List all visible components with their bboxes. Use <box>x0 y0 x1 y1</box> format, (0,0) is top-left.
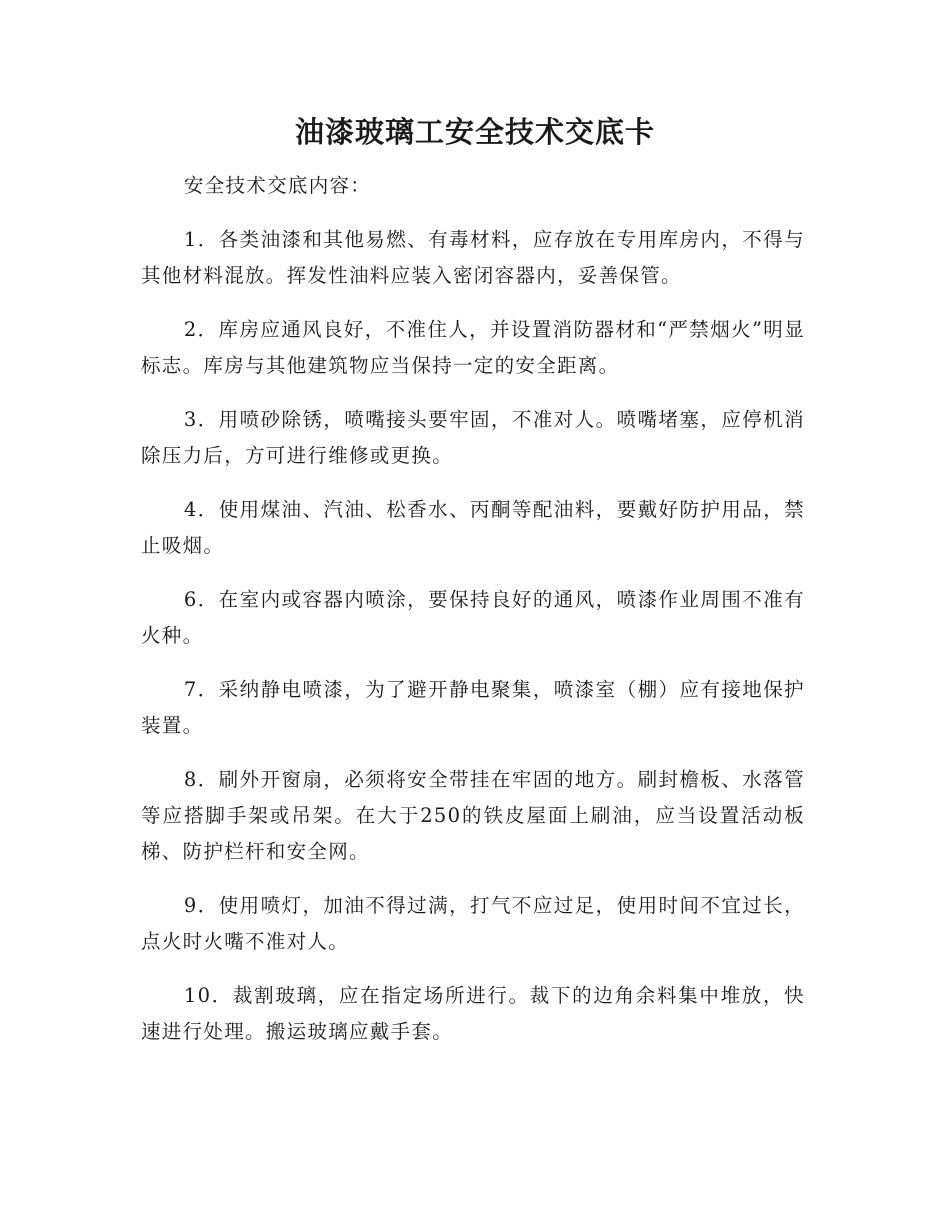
document-body <box>141 168 805 1068</box>
safety-item-9: 9．使用喷灯，加油不得过满，打气不应过足，使用时间不宜过长，点火时火嘴不准对人。 <box>141 894 805 953</box>
intro-line: 安全技术交底内容： <box>183 174 372 197</box>
safety-item-3: 3．用喷砂除锈，喷嘴接头要牢固，不准对人。喷嘴堵塞，应停机消除压力后，方可进行维修或更换。 <box>141 408 805 467</box>
safety-item-2: 2．库房应通风良好，不准住人，并设置消防器材和“严禁烟火”明显标志。库房与其他建筑物应当保持一定的安全距离。 <box>141 318 805 377</box>
safety-item-1: 1．各类油漆和其他易燃、有毒材料，应存放在专用库房内，不得与其他材料混放。挥发性油料应装入密闭容器内，妥善保管。 <box>141 228 805 287</box>
document-title: 油漆玻璃工安全技术交底卡 <box>294 115 655 149</box>
safety-item-10: 10．裁割玻璃，应在指定场所进行。裁下的边角余料集中堆放，快速进行处理。搬运玻璃应戴手套。 <box>141 984 805 1043</box>
safety-item-6: 6．在室内或容器内喷涂，要保持良好的通风，喷漆作业周围不准有火种。 <box>141 588 805 647</box>
safety-item-8: 8．刷外开窗扇，必须将安全带挂在牢固的地方。刷封檐板、水落管等应搭脚手架或吊架。在大于250的铁皮屋面上刷油，应当设置活动板梯、防护栏杆和安全网。 <box>141 768 805 863</box>
safety-item-7: 7．采纳静电喷漆，为了避开静电聚集，喷漆室（棚）应有接地保护装置。 <box>141 678 805 737</box>
safety-item-4: 4．使用煤油、汽油、松香水、丙酮等配油料，要戴好防护用品，禁止吸烟。 <box>141 498 805 557</box>
